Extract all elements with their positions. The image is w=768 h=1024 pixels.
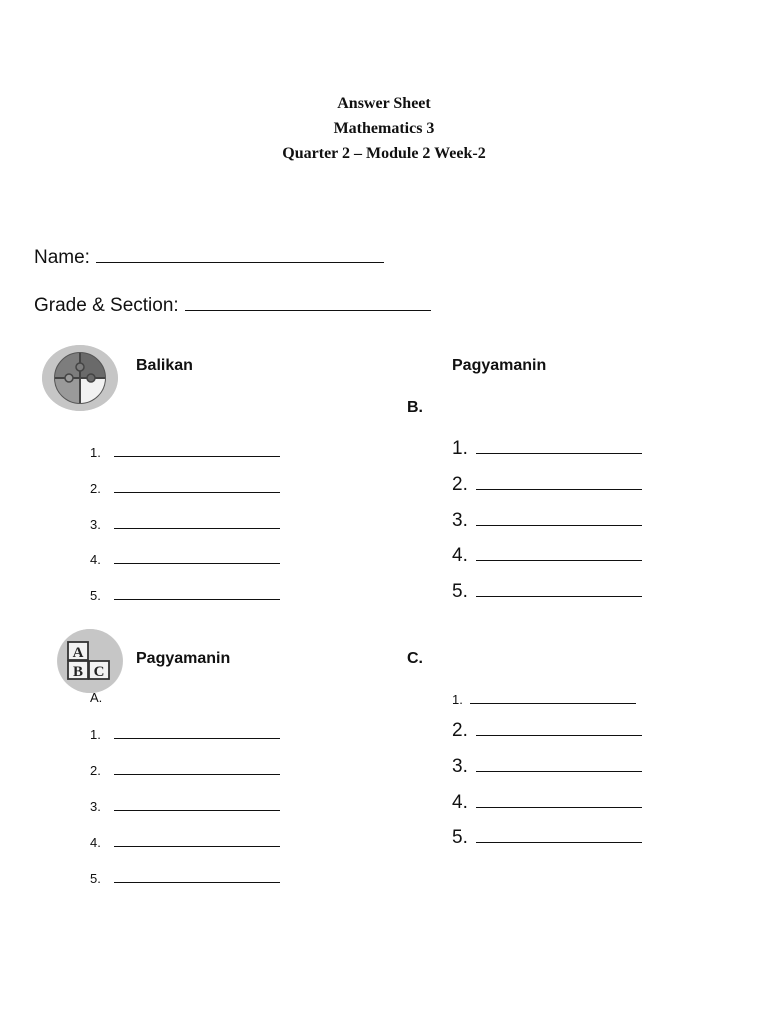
list-item[interactable]: 2. [90, 478, 280, 498]
answer-blank[interactable] [476, 793, 642, 808]
svg-text:C: C [93, 664, 105, 680]
answer-blank[interactable] [114, 724, 280, 739]
part-a-label: A. [90, 690, 103, 705]
answer-blank[interactable] [476, 439, 642, 454]
module-title: Quarter 2 – Module 2 Week-2 [282, 145, 486, 162]
pagyamanin-b-heading: Pagyamanin [452, 357, 547, 374]
name-label: Name: [34, 247, 90, 268]
list-item[interactable]: 2. [452, 474, 642, 494]
sheet-title: Answer Sheet [337, 95, 431, 112]
grade-section-blank[interactable] [185, 294, 431, 311]
list-item[interactable]: 4. [90, 832, 280, 852]
list-item[interactable]: 5. [452, 827, 642, 847]
list-item[interactable]: 1. [90, 442, 280, 462]
puzzle-icon [42, 345, 118, 411]
pagyamanin-b-list [452, 438, 672, 613]
answer-blank[interactable] [114, 549, 280, 564]
answer-blank[interactable] [114, 796, 280, 811]
list-item[interactable]: 2. [452, 720, 642, 740]
list-item[interactable]: 3. [90, 796, 280, 816]
answer-blank[interactable] [114, 585, 280, 600]
svg-text:A: A [72, 645, 84, 661]
list-item[interactable]: 3. [452, 510, 642, 530]
answer-blank[interactable] [476, 546, 642, 561]
answer-blank[interactable] [470, 689, 636, 704]
name-blank[interactable] [96, 246, 384, 263]
list-item[interactable]: 4. [452, 792, 642, 812]
list-item[interactable]: 5. [90, 585, 280, 605]
list-item[interactable]: 5. [452, 581, 642, 601]
grade-section-label: Grade & Section: [34, 295, 179, 316]
subject-title: Mathematics 3 [333, 120, 435, 137]
answer-blank[interactable] [114, 478, 280, 493]
answer-blank[interactable] [476, 828, 642, 843]
answer-blank[interactable] [476, 582, 642, 597]
answer-blank[interactable] [114, 868, 280, 883]
name-field[interactable] [34, 246, 384, 269]
list-item[interactable]: 1. [90, 724, 280, 744]
list-item[interactable]: 3. [452, 756, 642, 776]
part-b-label: B. [407, 399, 423, 416]
abc-blocks-icon [57, 629, 123, 693]
answer-blank[interactable] [476, 511, 642, 526]
part-c-label: C. [407, 650, 423, 667]
balikan-heading: Balikan [136, 357, 193, 374]
list-item[interactable]: 4. [90, 549, 280, 569]
pagyamanin-c-list [452, 720, 672, 860]
answer-blank[interactable] [114, 514, 280, 529]
list-item[interactable]: 2. [90, 760, 280, 780]
balikan-list [90, 442, 310, 612]
pagyamanin-c-first [452, 689, 672, 709]
list-item[interactable]: 5. [90, 868, 280, 888]
answer-blank[interactable] [114, 832, 280, 847]
list-item[interactable]: 4. [452, 545, 642, 565]
answer-blank[interactable] [476, 757, 642, 772]
list-item[interactable]: 1. [452, 438, 642, 458]
list-item[interactable]: 3. [90, 514, 280, 534]
answer-blank[interactable] [476, 721, 642, 736]
answer-blank[interactable] [476, 475, 642, 490]
answer-blank[interactable] [114, 760, 280, 775]
pagyamanin-a-heading: Pagyamanin [136, 650, 231, 667]
answer-blank[interactable] [114, 442, 280, 457]
svg-text:B: B [72, 664, 84, 680]
grade-section-field[interactable] [34, 294, 431, 317]
list-item[interactable]: 1. [452, 689, 636, 709]
pagyamanin-a-list [90, 724, 310, 894]
